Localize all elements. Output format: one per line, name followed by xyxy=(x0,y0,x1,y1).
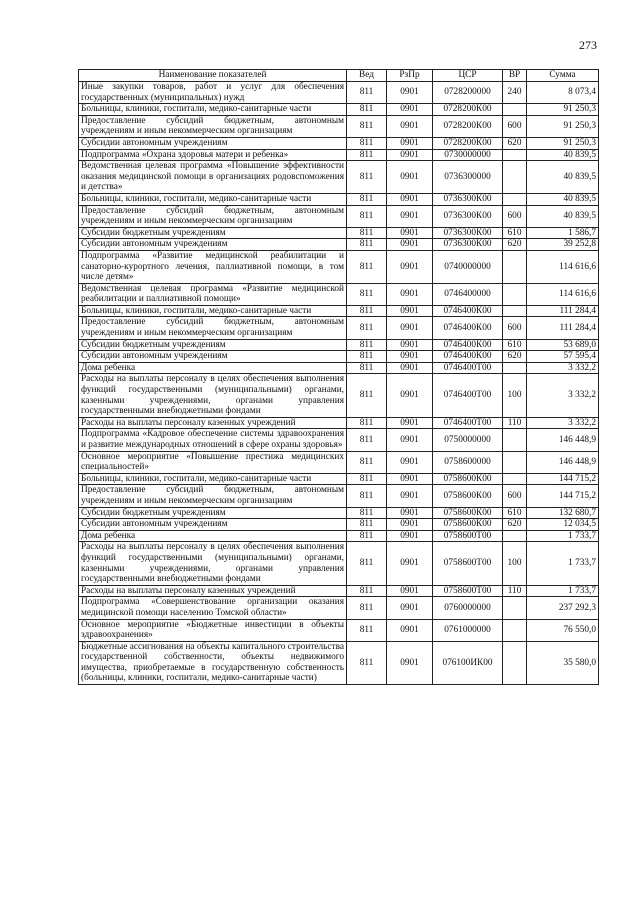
row-csr-cell: 0746400000 xyxy=(433,283,503,305)
row-rzpr-cell: 0901 xyxy=(387,542,433,585)
row-csr-cell: 0758600000 xyxy=(433,451,503,473)
row-sum-cell: 146 448,9 xyxy=(527,451,599,473)
table-row xyxy=(79,205,599,227)
row-sum-cell: 76 550,0 xyxy=(527,619,599,641)
row-csr-cell: 0736300К00 xyxy=(433,193,503,205)
row-ved-cell: 811 xyxy=(347,305,387,317)
row-name-cell: Больницы, клиники, госпитали, медико-санитарные части xyxy=(79,193,347,205)
row-name-cell: Предоставление субсидий бюджетным, автономным учреждениям и иным некоммерческим организациям xyxy=(79,317,347,339)
row-ved-cell: 811 xyxy=(347,250,387,283)
row-name-cell: Субсидии автономным учреждениям xyxy=(79,351,347,363)
table-row xyxy=(79,519,599,531)
row-rzpr-cell: 0901 xyxy=(387,641,433,684)
row-name-cell: Больницы, клиники, госпитали, медико-санитарные части xyxy=(79,104,347,116)
row-csr-cell: 0760000000 xyxy=(433,597,503,619)
row-name-cell: Субсидии автономным учреждениям xyxy=(79,239,347,251)
row-rzpr-cell: 0901 xyxy=(387,305,433,317)
row-ved-cell: 811 xyxy=(347,519,387,531)
row-rzpr-cell: 0901 xyxy=(387,283,433,305)
table-row xyxy=(79,193,599,205)
table-row xyxy=(79,362,599,374)
row-sum-cell: 40 839,5 xyxy=(527,161,599,194)
row-rzpr-cell: 0901 xyxy=(387,429,433,451)
row-name-cell: Расходы на выплаты персоналу казенных учреждений xyxy=(79,417,347,429)
row-sum-cell: 111 284,4 xyxy=(527,317,599,339)
table-row xyxy=(79,339,599,351)
table-row xyxy=(79,485,599,507)
row-rzpr-cell: 0901 xyxy=(387,507,433,519)
row-vr-cell: 100 xyxy=(503,542,527,585)
row-sum-cell: 3 332,2 xyxy=(527,362,599,374)
row-rzpr-cell: 0901 xyxy=(387,137,433,149)
row-csr-cell: 0750000000 xyxy=(433,429,503,451)
row-sum-cell: 114 616,6 xyxy=(527,250,599,283)
row-name-cell: Предоставление субсидий бюджетным, автономным учреждениям и иным некоммерческим организациям xyxy=(79,115,347,137)
row-rzpr-cell: 0901 xyxy=(387,227,433,239)
row-ved-cell: 811 xyxy=(347,641,387,684)
table-row xyxy=(79,137,599,149)
row-sum-cell: 39 252,8 xyxy=(527,239,599,251)
row-sum-cell: 1 733,7 xyxy=(527,585,599,597)
row-csr-cell: 0730000000 xyxy=(433,149,503,161)
row-ved-cell: 811 xyxy=(347,417,387,429)
row-ved-cell: 811 xyxy=(347,619,387,641)
row-name-cell: Субсидии бюджетным учреждениям xyxy=(79,227,347,239)
row-ved-cell: 811 xyxy=(347,317,387,339)
row-vr-cell: 600 xyxy=(503,317,527,339)
table-row xyxy=(79,283,599,305)
table-row xyxy=(79,597,599,619)
row-csr-cell: 076100ИК00 xyxy=(433,641,503,684)
row-csr-cell: 0746400Т00 xyxy=(433,374,503,417)
row-ved-cell: 811 xyxy=(347,473,387,485)
table-row xyxy=(79,149,599,161)
row-csr-cell: 0758600К00 xyxy=(433,473,503,485)
budget-table xyxy=(78,69,599,685)
row-vr-cell: 600 xyxy=(503,205,527,227)
row-rzpr-cell: 0901 xyxy=(387,104,433,116)
row-name-cell: Расходы на выплаты персоналу в целях обеспечения выполнения функций государственными (муниципальными) органами, казенными учреждениями, органами управления государственными внебюджетными фондами xyxy=(79,542,347,585)
table-row xyxy=(79,417,599,429)
row-name-cell: Ведомственная целевая программа «Повышение эффективности оказания медицинской помощи в организациях родовспоможения и детства» xyxy=(79,161,347,194)
row-csr-cell: 0728200000 xyxy=(433,82,503,104)
table-row xyxy=(79,305,599,317)
row-ved-cell: 811 xyxy=(347,542,387,585)
row-sum-cell: 12 034,5 xyxy=(527,519,599,531)
row-csr-cell: 0746400К00 xyxy=(433,339,503,351)
row-csr-cell: 0758600Т00 xyxy=(433,542,503,585)
row-csr-cell: 0761000000 xyxy=(433,619,503,641)
row-sum-cell: 114 616,6 xyxy=(527,283,599,305)
table-row xyxy=(79,374,599,417)
row-rzpr-cell: 0901 xyxy=(387,362,433,374)
row-csr-cell: 0728200К00 xyxy=(433,104,503,116)
row-vr-cell: 600 xyxy=(503,485,527,507)
row-rzpr-cell: 0901 xyxy=(387,417,433,429)
row-sum-cell: 40 839,5 xyxy=(527,205,599,227)
table-row xyxy=(79,250,599,283)
row-sum-cell: 1 733,7 xyxy=(527,542,599,585)
row-vr-cell xyxy=(503,530,527,542)
row-rzpr-cell: 0901 xyxy=(387,351,433,363)
table-row xyxy=(79,161,599,194)
row-sum-cell: 237 292,3 xyxy=(527,597,599,619)
row-csr-cell: 0740000000 xyxy=(433,250,503,283)
row-sum-cell: 144 715,2 xyxy=(527,485,599,507)
row-csr-cell: 0746400Т00 xyxy=(433,417,503,429)
row-sum-cell: 53 689,0 xyxy=(527,339,599,351)
row-vr-cell xyxy=(503,250,527,283)
row-ved-cell: 811 xyxy=(347,339,387,351)
header-sum: Сумма xyxy=(527,70,599,82)
row-sum-cell: 40 839,5 xyxy=(527,193,599,205)
row-csr-cell: 0758600Т00 xyxy=(433,585,503,597)
row-vr-cell xyxy=(503,473,527,485)
row-ved-cell: 811 xyxy=(347,149,387,161)
table-row xyxy=(79,227,599,239)
row-vr-cell: 610 xyxy=(503,339,527,351)
row-name-cell: Иные закупки товаров, работ и услуг для обеспечения государственных (муниципальных) нужд xyxy=(79,82,347,104)
row-vr-cell: 620 xyxy=(503,351,527,363)
row-vr-cell xyxy=(503,451,527,473)
row-rzpr-cell: 0901 xyxy=(387,485,433,507)
header-rzpr: РзПр xyxy=(387,70,433,82)
table-row xyxy=(79,451,599,473)
row-name-cell: Предоставление субсидий бюджетным, автономным учреждениям и иным некоммерческим организациям xyxy=(79,205,347,227)
table-row xyxy=(79,317,599,339)
row-vr-cell xyxy=(503,283,527,305)
row-sum-cell: 1 586,7 xyxy=(527,227,599,239)
row-rzpr-cell: 0901 xyxy=(387,451,433,473)
row-name-cell: Субсидии автономным учреждениям xyxy=(79,519,347,531)
row-sum-cell: 35 580,0 xyxy=(527,641,599,684)
row-name-cell: Расходы на выплаты персоналу казенных учреждений xyxy=(79,585,347,597)
row-name-cell: Дома ребенка xyxy=(79,530,347,542)
row-ved-cell: 811 xyxy=(347,362,387,374)
header-ved: Вед xyxy=(347,70,387,82)
row-ved-cell: 811 xyxy=(347,507,387,519)
row-ved-cell: 811 xyxy=(347,429,387,451)
table-row xyxy=(79,507,599,519)
table-row xyxy=(79,351,599,363)
row-sum-cell: 57 595,4 xyxy=(527,351,599,363)
row-name-cell: Подпрограмма «Совершенствование организации оказания медицинской помощи населению Томской области» xyxy=(79,597,347,619)
row-name-cell: Субсидии бюджетным учреждениям xyxy=(79,507,347,519)
row-vr-cell: 620 xyxy=(503,137,527,149)
header-vr: ВР xyxy=(503,70,527,82)
row-csr-cell: 0746400К00 xyxy=(433,351,503,363)
row-ved-cell: 811 xyxy=(347,239,387,251)
table-row xyxy=(79,530,599,542)
row-vr-cell: 110 xyxy=(503,417,527,429)
row-sum-cell: 111 284,4 xyxy=(527,305,599,317)
row-sum-cell: 91 250,3 xyxy=(527,115,599,137)
row-name-cell: Подпрограмма «Охрана здоровья матери и ребенка» xyxy=(79,149,347,161)
row-ved-cell: 811 xyxy=(347,451,387,473)
table-row xyxy=(79,104,599,116)
row-vr-cell xyxy=(503,597,527,619)
row-rzpr-cell: 0901 xyxy=(387,597,433,619)
row-vr-cell: 610 xyxy=(503,507,527,519)
row-csr-cell: 0746400К00 xyxy=(433,305,503,317)
row-rzpr-cell: 0901 xyxy=(387,239,433,251)
row-vr-cell: 100 xyxy=(503,374,527,417)
row-ved-cell: 811 xyxy=(347,161,387,194)
row-sum-cell: 132 680,7 xyxy=(527,507,599,519)
row-ved-cell: 811 xyxy=(347,82,387,104)
row-rzpr-cell: 0901 xyxy=(387,619,433,641)
row-rzpr-cell: 0901 xyxy=(387,585,433,597)
row-vr-cell: 610 xyxy=(503,227,527,239)
row-csr-cell: 0728200К00 xyxy=(433,137,503,149)
row-rzpr-cell: 0901 xyxy=(387,519,433,531)
row-name-cell: Предоставление субсидий бюджетным, автономным учреждениям и иным некоммерческим организациям xyxy=(79,485,347,507)
header-csr: ЦСР xyxy=(433,70,503,82)
row-sum-cell: 8 073,4 xyxy=(527,82,599,104)
row-rzpr-cell: 0901 xyxy=(387,339,433,351)
row-csr-cell: 0746400К00 xyxy=(433,317,503,339)
row-csr-cell: 0736300К00 xyxy=(433,227,503,239)
row-name-cell: Больницы, клиники, госпитали, медико-санитарные части xyxy=(79,305,347,317)
row-ved-cell: 811 xyxy=(347,283,387,305)
row-ved-cell: 811 xyxy=(347,227,387,239)
table-row xyxy=(79,585,599,597)
row-name-cell: Основное мероприятие «Повышение престижа медицинских специальностей» xyxy=(79,451,347,473)
row-rzpr-cell: 0901 xyxy=(387,473,433,485)
row-vr-cell xyxy=(503,429,527,451)
table-row xyxy=(79,239,599,251)
row-sum-cell: 91 250,3 xyxy=(527,104,599,116)
row-vr-cell xyxy=(503,362,527,374)
row-rzpr-cell: 0901 xyxy=(387,374,433,417)
page-number: 273 xyxy=(579,38,597,52)
row-csr-cell: 0736300К00 xyxy=(433,239,503,251)
row-vr-cell xyxy=(503,193,527,205)
row-name-cell: Субсидии автономным учреждениям xyxy=(79,137,347,149)
row-vr-cell xyxy=(503,161,527,194)
table-row xyxy=(79,619,599,641)
row-name-cell: Дома ребенка xyxy=(79,362,347,374)
row-ved-cell: 811 xyxy=(347,585,387,597)
row-sum-cell: 1 733,7 xyxy=(527,530,599,542)
row-ved-cell: 811 xyxy=(347,374,387,417)
row-csr-cell: 0758600Т00 xyxy=(433,530,503,542)
row-vr-cell: 240 xyxy=(503,82,527,104)
row-csr-cell: 0736300000 xyxy=(433,161,503,194)
row-csr-cell: 0758600К00 xyxy=(433,507,503,519)
row-sum-cell: 3 332,2 xyxy=(527,374,599,417)
row-name-cell: Подпрограмма «Кадровое обеспечение системы здравоохранения и развитие международных отношений в сфере охраны здоровья» xyxy=(79,429,347,451)
row-ved-cell: 811 xyxy=(347,597,387,619)
row-vr-cell: 620 xyxy=(503,519,527,531)
header-name: Наименование показателей xyxy=(79,70,347,82)
row-ved-cell: 811 xyxy=(347,485,387,507)
row-ved-cell: 811 xyxy=(347,351,387,363)
row-rzpr-cell: 0901 xyxy=(387,193,433,205)
row-name-cell: Ведомственная целевая программа «Развитие медицинской реабилитации и паллиативной помощи» xyxy=(79,283,347,305)
row-name-cell: Больницы, клиники, госпитали, медико-санитарные части xyxy=(79,473,347,485)
row-csr-cell: 0728200К00 xyxy=(433,115,503,137)
row-name-cell: Подпрограмма «Развитие медицинской реабилитации и санаторно-курортного лечения, паллиативной помощи, в том числе детям» xyxy=(79,250,347,283)
row-vr-cell xyxy=(503,305,527,317)
row-csr-cell: 0736300К00 xyxy=(433,205,503,227)
row-vr-cell xyxy=(503,104,527,116)
row-csr-cell: 0758600К00 xyxy=(433,485,503,507)
row-name-cell: Основное мероприятие «Бюджетные инвестиции в объекты здравоохранения» xyxy=(79,619,347,641)
row-vr-cell xyxy=(503,641,527,684)
row-ved-cell: 811 xyxy=(347,193,387,205)
table-row xyxy=(79,82,599,104)
table-row xyxy=(79,429,599,451)
row-rzpr-cell: 0901 xyxy=(387,317,433,339)
row-csr-cell: 0746400Т00 xyxy=(433,362,503,374)
row-sum-cell: 40 839,5 xyxy=(527,149,599,161)
row-vr-cell xyxy=(503,619,527,641)
row-sum-cell: 91 250,3 xyxy=(527,137,599,149)
row-csr-cell: 0758600К00 xyxy=(433,519,503,531)
row-rzpr-cell: 0901 xyxy=(387,205,433,227)
table-row xyxy=(79,641,599,684)
row-rzpr-cell: 0901 xyxy=(387,82,433,104)
row-vr-cell: 620 xyxy=(503,239,527,251)
table-row xyxy=(79,542,599,585)
row-name-cell: Субсидии бюджетным учреждениям xyxy=(79,339,347,351)
row-vr-cell: 110 xyxy=(503,585,527,597)
row-name-cell: Расходы на выплаты персоналу в целях обеспечения выполнения функций государственными (муниципальными) органами, казенными учреждениями, органами управления государственными внебюджетными фондами xyxy=(79,374,347,417)
row-ved-cell: 811 xyxy=(347,530,387,542)
row-rzpr-cell: 0901 xyxy=(387,161,433,194)
row-rzpr-cell: 0901 xyxy=(387,530,433,542)
row-sum-cell: 146 448,9 xyxy=(527,429,599,451)
row-ved-cell: 811 xyxy=(347,205,387,227)
row-sum-cell: 3 332,2 xyxy=(527,417,599,429)
row-rzpr-cell: 0901 xyxy=(387,149,433,161)
row-name-cell: Бюджетные ассигнования на объекты капитального строительства государственной собственности, объекты недвижимого имущества, приобретаемые в государственную собственность (больницы, клиники, госпитали, медико-санитарные части) xyxy=(79,641,347,684)
row-rzpr-cell: 0901 xyxy=(387,250,433,283)
row-ved-cell: 811 xyxy=(347,115,387,137)
row-ved-cell: 811 xyxy=(347,137,387,149)
row-ved-cell: 811 xyxy=(347,104,387,116)
row-vr-cell: 600 xyxy=(503,115,527,137)
table-row xyxy=(79,115,599,137)
row-rzpr-cell: 0901 xyxy=(387,115,433,137)
row-vr-cell xyxy=(503,149,527,161)
table-header-row xyxy=(79,70,599,82)
table-row xyxy=(79,473,599,485)
row-sum-cell: 144 715,2 xyxy=(527,473,599,485)
